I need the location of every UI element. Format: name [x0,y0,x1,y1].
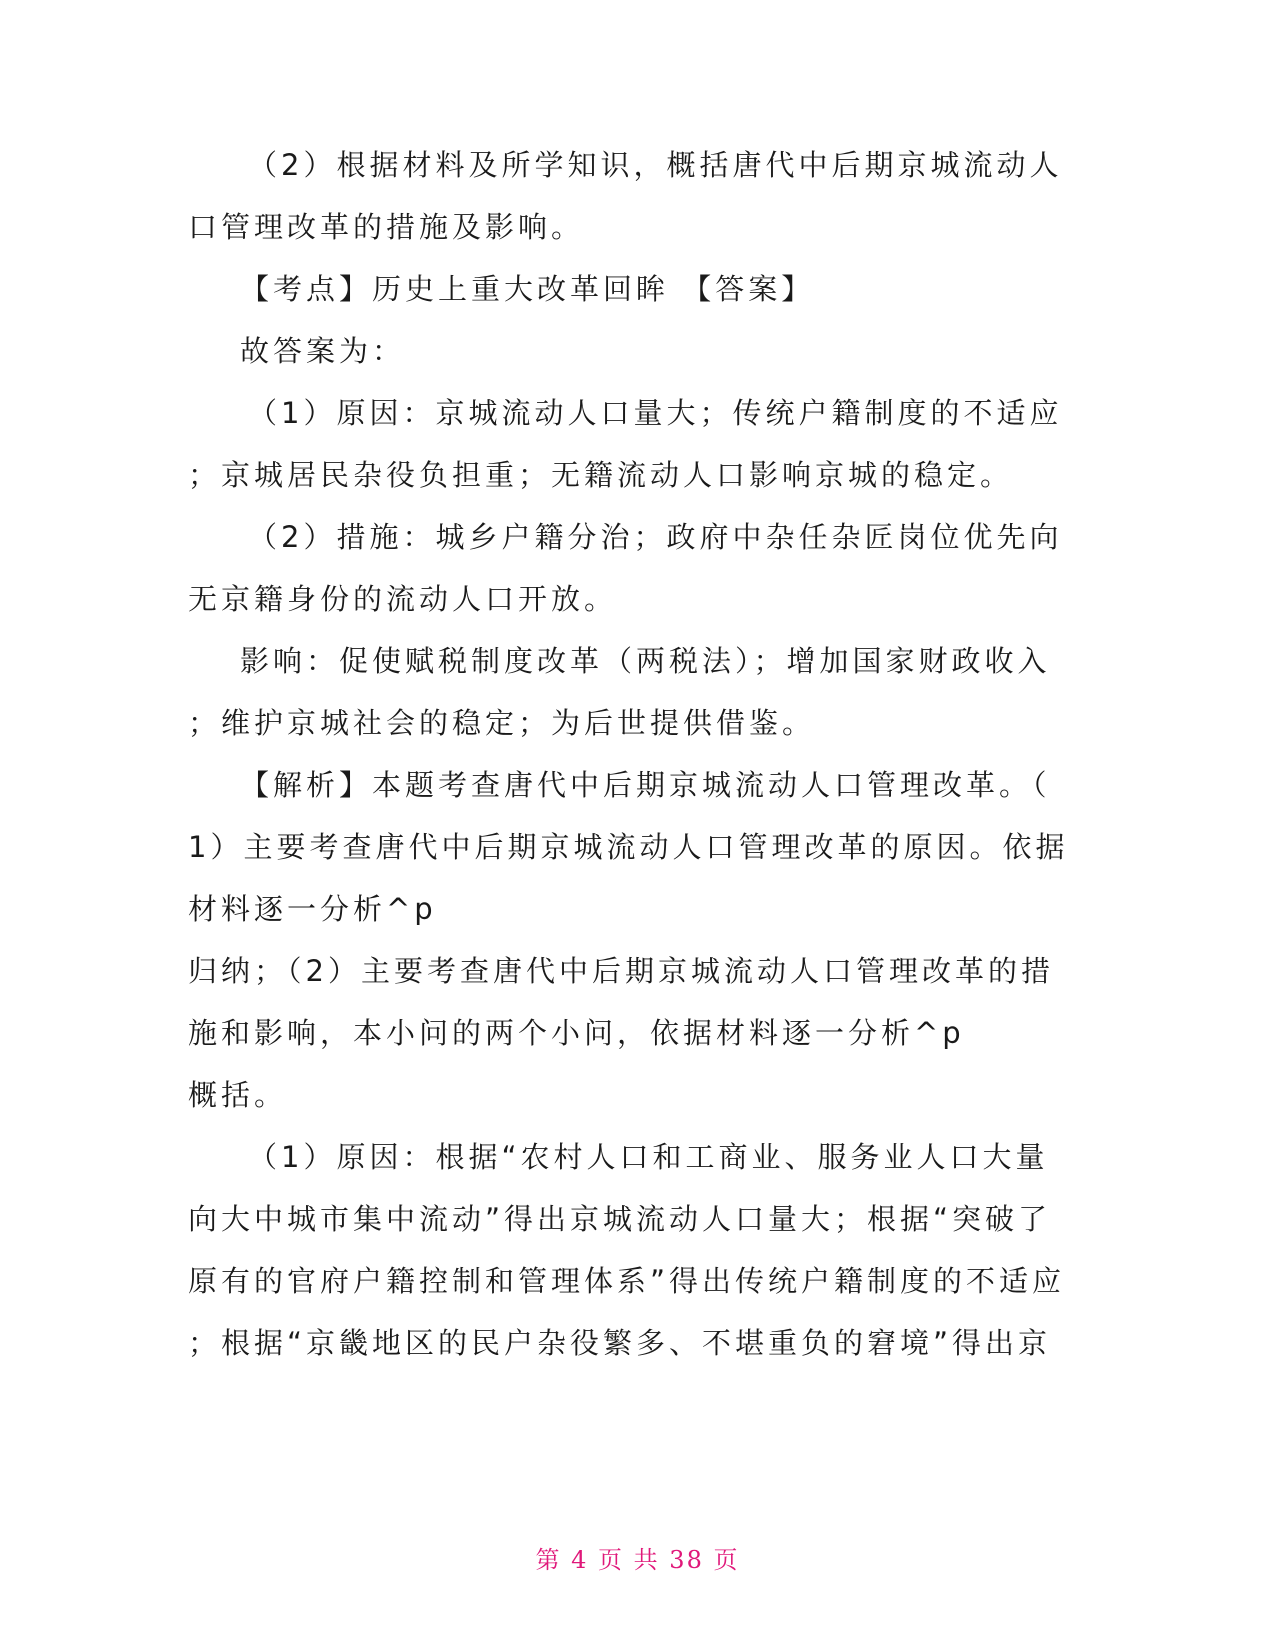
text-line: （2）措施：城乡户籍分治；政府中杂任杂匠岗位优先向 [248,520,1063,554]
text-line: 【解析】本题考查唐代中后期京城流动人口管理改革。（ [240,768,1051,802]
text-line: （1）原因：京城流动人口量大；传统户籍制度的不适应 [248,396,1063,430]
text-line: 1）主要考查唐代中后期京城流动人口管理改革的原因。依据 [188,830,1069,864]
page-number-footer: 第 4 页 共 38 页 [535,1546,740,1574]
text-line: （2）根据材料及所学知识，概括唐代中后期京城流动人 [248,148,1063,182]
text-line: 【考点】历史上重大改革回眸 【答案】 [240,272,815,306]
text-line: 故答案为： [240,334,406,368]
text-line: 口管理改革的措施及影响。 [188,210,585,244]
text-line: 向大中城市集中流动”得出京城流动人口量大；根据“突破了 [188,1202,1052,1236]
text-line: ；维护京城社会的稳定；为后世提供借鉴。 [188,706,816,740]
text-line: 施和影响，本小问的两个小问，依据材料逐一分析^p [188,1016,965,1050]
text-line: 概括。 [188,1078,288,1112]
text-line: ；根据“京畿地区的民户杂役繁多、不堪重负的窘境”得出京 [188,1326,1052,1360]
text-line: ；京城居民杂役负担重；无籍流动人口影响京城的稳定。 [188,458,1014,492]
text-line: 无京籍身份的流动人口开放。 [188,582,618,616]
text-line: 影响：促使赋税制度改革（两税法）；增加国家财政收入 [240,644,1051,678]
text-line: 原有的官府户籍控制和管理体系”得出传统户籍制度的不适应 [188,1264,1066,1298]
text-line: （1）原因：根据“农村人口和工商业、服务业人口大量 [248,1140,1049,1174]
text-line: 材料逐一分析^p [188,892,437,926]
text-line: 归纳；（2）主要考查唐代中后期京城流动人口管理改革的措 [188,954,1054,988]
